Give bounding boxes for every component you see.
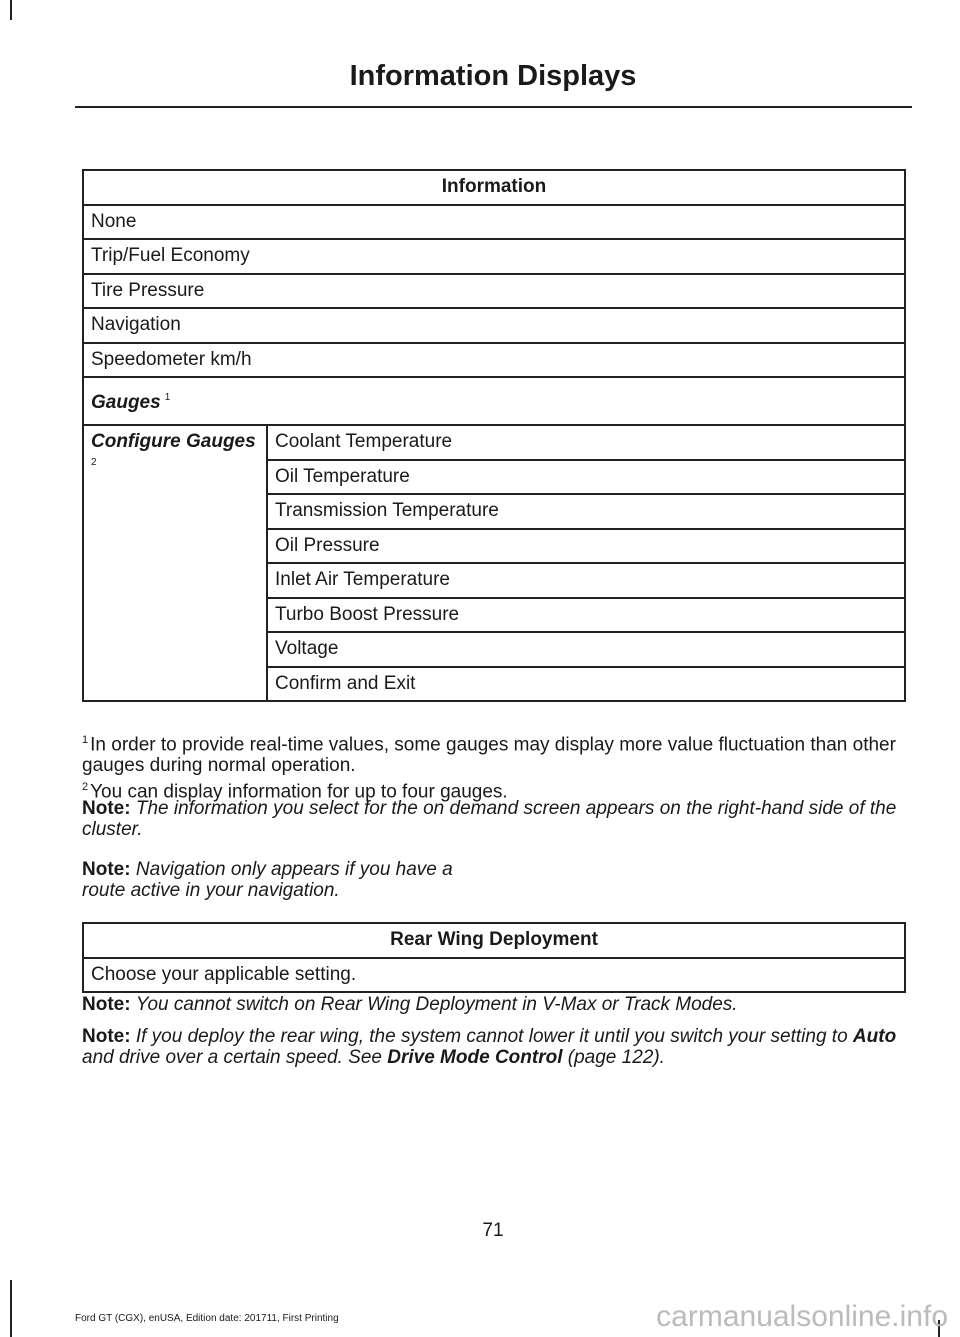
header-rule — [75, 106, 912, 108]
table-header: Information — [83, 170, 905, 205]
gauge-option: Oil Pressure — [267, 529, 905, 564]
note-text: and drive over a certain speed. See — [82, 1047, 382, 1068]
note-label: Note: — [82, 859, 131, 880]
footnote-ref: 1 — [164, 392, 171, 403]
footnote-number: 1 — [82, 734, 89, 746]
footnote-ref: 2 — [91, 457, 97, 468]
footnote-text: In order to provide real-time values, some gauges may display more value fluctuation than other gauges during normal operation. — [82, 734, 896, 777]
footnote-text: You can display information for up to four gauges. — [90, 781, 508, 803]
crop-mark — [10, 0, 12, 20]
crop-mark — [10, 1280, 12, 1337]
table-row: Trip/Fuel Economy — [83, 239, 905, 274]
information-table — [82, 169, 906, 702]
setting-auto: Auto — [852, 1026, 897, 1047]
footer: Ford GT (CGX), enUSA, Edition date: 201711, First Printing — [75, 1313, 339, 1324]
drive-mode-control-link[interactable]: Drive Mode Control — [387, 1047, 563, 1068]
rear-wing-table — [82, 922, 906, 993]
gauge-option: Coolant Temperature — [267, 425, 905, 460]
configure-gauges-label: Configure Gauges — [91, 431, 256, 452]
page-title: Information Displays — [349, 60, 637, 92]
table-row: Choose your applicable setting. — [83, 958, 905, 993]
gauge-option: Inlet Air Temperature — [267, 563, 905, 598]
page-number: 71 — [482, 1220, 504, 1241]
watermark: carmanualsonline.info — [656, 1300, 948, 1333]
table-header: Rear Wing Deployment — [83, 923, 905, 958]
note — [82, 798, 912, 840]
note-label: Note: — [82, 1026, 131, 1047]
note — [82, 994, 912, 1015]
table-row: Navigation — [83, 308, 905, 343]
footnote-number: 2 — [82, 781, 89, 793]
note-text: If you deploy the rear wing, the system cannot lower it until you switch your setting to — [135, 1026, 848, 1047]
gauge-option: Transmission Temperature — [267, 494, 905, 529]
page-reference: (page 122). — [567, 1047, 665, 1068]
note-label: Note: — [82, 798, 131, 819]
table-row: Speedometer km/h — [83, 343, 905, 378]
gauge-option: Confirm and Exit — [267, 667, 905, 702]
gauges-row — [83, 377, 905, 425]
gauge-option: Turbo Boost Pressure — [267, 598, 905, 633]
table-row: Tire Pressure — [83, 274, 905, 309]
note-text: Navigation only appears if you have a route active in your navigation. — [82, 859, 453, 901]
note-text: The information you select for the on demand screen appears on the right-hand side of the cluster. — [82, 798, 897, 840]
note — [82, 1026, 912, 1068]
configure-gauges-cell — [83, 425, 267, 701]
gauge-option: Voltage — [267, 632, 905, 667]
gauge-option: Oil Temperature — [267, 460, 905, 495]
footnote-1 — [82, 730, 912, 776]
note-label: Note: — [82, 994, 131, 1015]
table-row: None — [83, 205, 905, 240]
note — [82, 859, 482, 901]
gauges-label: Gauges — [91, 392, 161, 413]
note-text: You cannot switch on Rear Wing Deployment in V-Max or Track Modes. — [135, 994, 738, 1015]
